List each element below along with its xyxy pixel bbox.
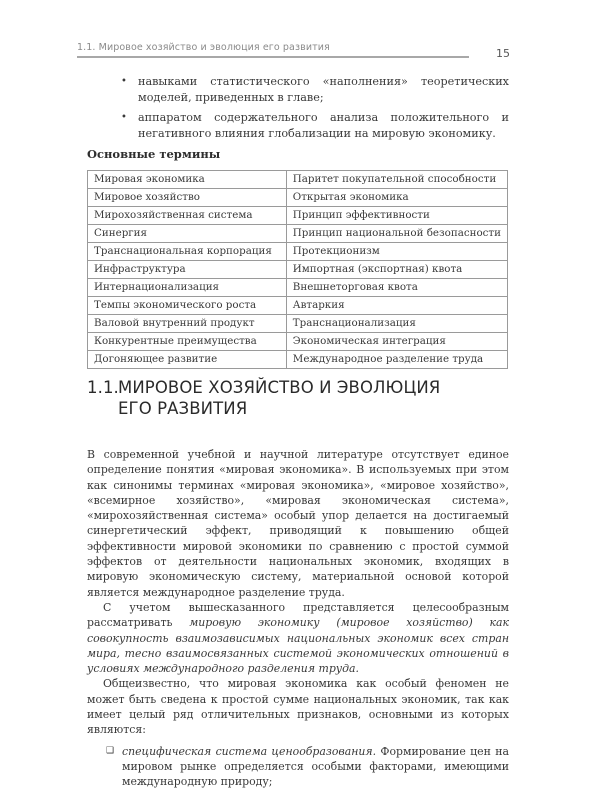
bullet-text: навыками статистического «наполнения» теоретических моделей, приведенных в главе; bbox=[138, 75, 509, 104]
term-cell: Транснационализация bbox=[286, 315, 507, 333]
term-cell: Мировое хозяйство bbox=[88, 189, 287, 207]
section-title-line2: ЕГО РАЗВИТИЯ bbox=[118, 399, 248, 418]
bullet-dot-icon: • bbox=[121, 112, 127, 123]
table-row bbox=[88, 333, 508, 351]
table-row bbox=[88, 279, 508, 297]
body-text bbox=[87, 447, 509, 790]
terms-table bbox=[87, 170, 508, 369]
term-cell: Транснациональная корпорация bbox=[88, 243, 287, 261]
term-cell: Внешнеторговая квота bbox=[286, 279, 507, 297]
bullet-dot-icon: • bbox=[121, 76, 127, 87]
intro-bullet-list bbox=[119, 74, 509, 146]
feature-text: Формирование цен на мировом рынке определяется особыми факторами, имеющими международную природу; bbox=[122, 744, 509, 789]
term-cell: Догоняющее развитие bbox=[88, 351, 287, 369]
table-row bbox=[88, 315, 508, 333]
terms-heading: Основные термины bbox=[87, 147, 221, 161]
checkbox-square-icon: ❑ bbox=[106, 745, 115, 756]
features-list bbox=[87, 744, 509, 790]
bullet-text: аппаратом содержательного анализа положительного и негативного влияния глобализации на мировую экономику. bbox=[138, 111, 509, 140]
table-row bbox=[88, 297, 508, 315]
section-number: 1.1. bbox=[87, 378, 119, 397]
running-header-title: 1.1. Мировое хозяйство и эволюция его развития bbox=[77, 42, 330, 53]
term-cell: Принцип эффективности bbox=[286, 207, 507, 225]
term-cell: Открытая экономика bbox=[286, 189, 507, 207]
table-row bbox=[88, 351, 508, 369]
term-cell: Синергия bbox=[88, 225, 287, 243]
section-heading-line1 bbox=[87, 377, 440, 398]
term-cell: Конкурентные преимущества bbox=[88, 333, 287, 351]
term-cell: Мировая экономика bbox=[88, 171, 287, 189]
term-cell: Протекционизм bbox=[286, 243, 507, 261]
term-cell: Валовой внутренний продукт bbox=[88, 315, 287, 333]
term-cell: Мирохозяйственная система bbox=[88, 207, 287, 225]
paragraph-definition bbox=[87, 600, 509, 676]
term-cell: Автаркия bbox=[286, 297, 507, 315]
table-row bbox=[88, 189, 508, 207]
table-row bbox=[88, 225, 508, 243]
feature-item bbox=[87, 744, 509, 790]
section-title-line1: МИРОВОЕ ХОЗЯЙСТВО И ЭВОЛЮЦИЯ bbox=[118, 378, 441, 397]
term-cell: Принцип национальной безопасности bbox=[286, 225, 507, 243]
term-cell: Экономическая интеграция bbox=[286, 333, 507, 351]
page-number: 15 bbox=[496, 47, 510, 60]
term-cell: Международное разделение труда bbox=[286, 351, 507, 369]
table-row bbox=[88, 207, 508, 225]
section-heading bbox=[87, 377, 440, 419]
term-cell: Паритет покупательной способности bbox=[286, 171, 507, 189]
table-row bbox=[88, 261, 508, 279]
table-row bbox=[88, 171, 508, 189]
paragraph: В современной учебной и научной литературе отсутствует единое определение понятия «мировая экономика». В используемых при этом как синонимы терминах «мировая экономика», «мировое хозяйство», «всемирное хозяйство», «мировая экономическая система», «мирохозяйственная система» особый упор делается на достигаемый синергетический эффект, приводящий к повышению общей эффективности мировой экономики по сравнению с простой суммой эффектов от деятельности национальных экономик, входящих в мировую экономическую систему, материальной основой которой является международное разделение труда. bbox=[87, 448, 509, 599]
paragraph: Общеизвестно, что мировая экономика как особый феномен не может быть сведена к простой сумме национальных экономик, так как имеет целый ряд отличительных признаков, основными из которых являются: bbox=[87, 677, 509, 737]
definition-italic: мировую экономику (мировое хозяйство) как совокупность взаимозависимых национальных экономик всех стран мира, тесно взаимосвязанных системой экономических отношений в условиях международного разделения труда. bbox=[87, 616, 509, 676]
term-cell: Импортная (экспортная) квота bbox=[286, 261, 507, 279]
term-cell: Инфраструктура bbox=[88, 261, 287, 279]
paragraph-text: С учетом вышесказанного представляется целесообразным рассматривать bbox=[87, 600, 509, 630]
table-row bbox=[88, 243, 508, 261]
bullet-item bbox=[119, 74, 509, 106]
bullet-item bbox=[119, 110, 509, 142]
header-divider bbox=[77, 56, 469, 58]
term-cell: Интернационализация bbox=[88, 279, 287, 297]
term-cell: Темпы экономического роста bbox=[88, 297, 287, 315]
feature-title: специфическая система ценообразования. bbox=[122, 744, 377, 758]
